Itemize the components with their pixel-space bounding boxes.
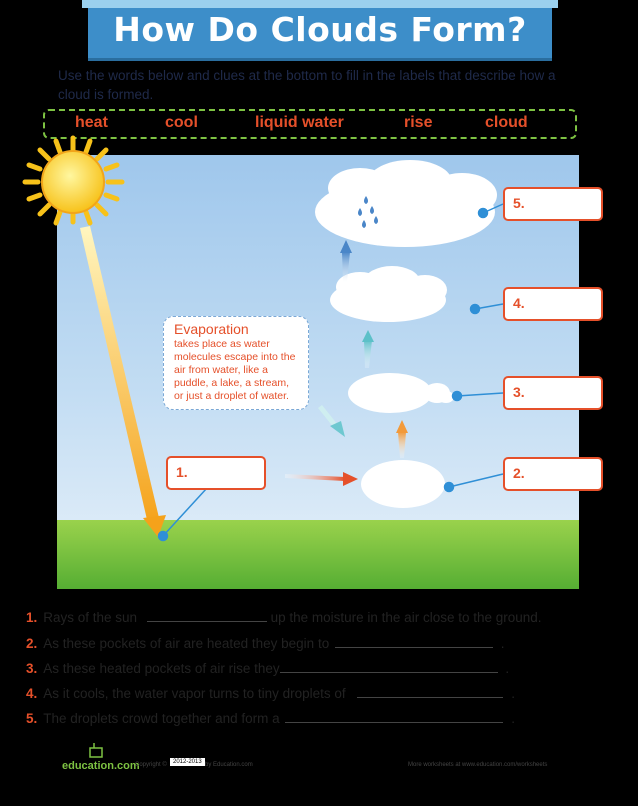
up-arrow-teal xyxy=(362,330,374,368)
cloud-3-icon xyxy=(348,373,454,413)
answer-blank-3[interactable] xyxy=(280,660,498,673)
question-text-after: . xyxy=(511,686,515,701)
question-number: 1. xyxy=(26,610,38,625)
label-box-2[interactable]: 2. xyxy=(503,457,603,491)
label-box-3[interactable]: 3. xyxy=(503,376,603,410)
word-liquid-water: liquid water xyxy=(255,114,344,131)
up-arrow-orange xyxy=(396,420,408,458)
question-4 xyxy=(26,685,515,701)
logo-icon xyxy=(88,742,104,758)
answer-blank-1[interactable] xyxy=(147,609,267,622)
question-number: 3. xyxy=(26,661,38,676)
question-text-after: . xyxy=(500,636,505,651)
footer-copyright: Copyright © xyxy=(135,762,167,768)
footer-logo[interactable]: education.com xyxy=(62,760,140,772)
footer-copyright-suffix: by Education.com xyxy=(205,762,253,768)
answer-blank-5[interactable] xyxy=(285,710,503,723)
cloud-5-icon xyxy=(315,160,497,247)
word-cloud: cloud xyxy=(485,114,528,131)
word-rise: rise xyxy=(404,114,433,131)
footer-years: 2012-2013 xyxy=(170,758,205,766)
label-box-4[interactable]: 4. xyxy=(503,287,603,321)
cloud-2-icon xyxy=(361,460,445,508)
label-box-1[interactable]: 1. xyxy=(166,456,266,490)
word-heat: heat xyxy=(75,114,108,131)
sun-ray-arrow xyxy=(80,226,166,537)
question-3 xyxy=(26,660,509,676)
question-text-after: . xyxy=(505,661,510,676)
word-cool: cool xyxy=(165,114,198,131)
question-number: 5. xyxy=(26,711,38,726)
question-text-after: up the moisture in the air close to the ground. xyxy=(270,610,542,625)
question-text: As it cools, the water vapor turns to tiny droplets of xyxy=(43,686,346,701)
evaporation-callout xyxy=(163,316,309,410)
sun-icon xyxy=(25,138,122,223)
evaporation-title: Evaporation xyxy=(174,321,249,337)
footer-more-link[interactable]: More worksheets at www.education.com/worksheets xyxy=(408,762,548,768)
answer-blank-2[interactable] xyxy=(335,635,493,648)
evaporation-arrow xyxy=(318,405,345,437)
question-text: The droplets crowd together and form a xyxy=(43,711,280,726)
question-1 xyxy=(26,609,542,625)
question-2 xyxy=(26,635,505,651)
horizontal-arrow xyxy=(285,472,358,486)
question-text: As these heated pockets of air rise they xyxy=(43,661,280,676)
question-number: 4. xyxy=(26,686,38,701)
instructions: Use the words below and clues at the bottom to fill in the labels that describe how a cloud is formed. xyxy=(58,68,556,102)
page-title: How Do Clouds Form? xyxy=(113,10,527,49)
answer-blank-4[interactable] xyxy=(357,685,503,698)
label-box-5[interactable]: 5. xyxy=(503,187,603,221)
question-text-after: . xyxy=(511,711,515,726)
question-text: As these pockets of air are heated they begin to xyxy=(43,636,330,651)
evaporation-text: takes place as water molecules escape into the air from water, like a puddle, a lake, a stream, or just a droplet of water. xyxy=(174,338,296,402)
question-text: Rays of the sun xyxy=(43,610,138,625)
question-5 xyxy=(26,710,515,726)
question-number: 2. xyxy=(26,636,38,651)
